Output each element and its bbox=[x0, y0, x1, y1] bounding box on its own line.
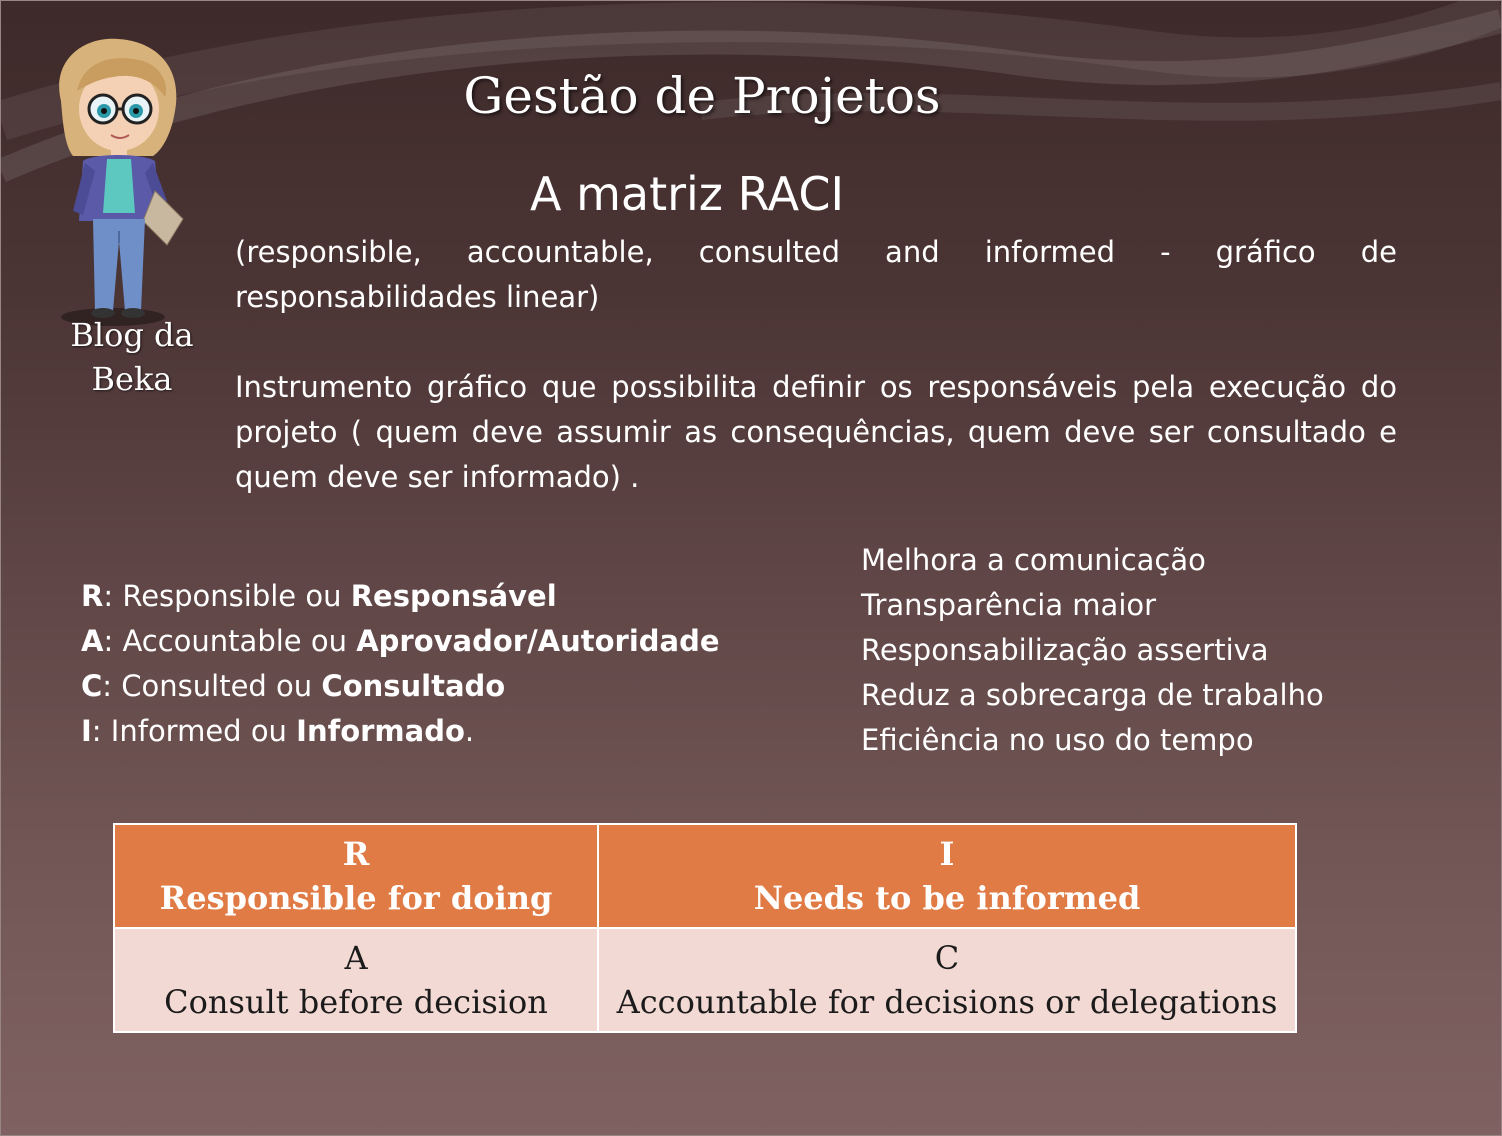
legend-separator: : bbox=[103, 624, 123, 658]
legend-letter: A bbox=[81, 624, 104, 658]
legend-english: Accountable ou bbox=[122, 624, 357, 658]
benefits-list bbox=[861, 538, 1481, 763]
legend-item bbox=[81, 619, 801, 664]
page-title: Gestão de Projetos bbox=[463, 67, 941, 125]
table-cell-a bbox=[114, 928, 598, 1032]
legend-portuguese: Consultado bbox=[321, 669, 506, 703]
table-cell-i bbox=[598, 824, 1296, 928]
table-row bbox=[114, 928, 1296, 1032]
benefit-item: Reduz a sobrecarga de trabalho bbox=[861, 678, 1324, 712]
legend-letter: I bbox=[81, 714, 92, 748]
legend-separator: : bbox=[102, 669, 122, 703]
raci-description: Instrumento gráfico que possibilita definir os responsáveis pela execução do projeto ( quem deve assumir as consequências, quem deve ser consultado e quem deve ser informado) . bbox=[235, 370, 1397, 494]
legend-separator: : bbox=[91, 714, 111, 748]
background-swoosh bbox=[1, 1, 1501, 261]
blog-label bbox=[57, 313, 207, 401]
benefit-item: Eficiência no uso do tempo bbox=[861, 723, 1254, 757]
legend-item bbox=[81, 709, 801, 754]
legend-portuguese: Informado bbox=[296, 714, 465, 748]
legend-english: Consulted ou bbox=[121, 669, 322, 703]
cell-text: Accountable for decisions or delegations bbox=[616, 983, 1278, 1021]
benefit-item: Melhora a comunicação bbox=[861, 543, 1206, 577]
cell-letter: C bbox=[934, 939, 960, 977]
legend-letter: C bbox=[81, 669, 103, 703]
raci-legend-list bbox=[81, 574, 801, 754]
table-cell-r bbox=[114, 824, 598, 928]
table-row bbox=[114, 824, 1296, 928]
cell-letter: I bbox=[939, 835, 955, 873]
benefit-item: Transparência maior bbox=[861, 588, 1157, 622]
legend-english: Informed ou bbox=[110, 714, 297, 748]
legend-english: Responsible ou bbox=[122, 579, 351, 613]
blog-label-line1: Blog da bbox=[70, 316, 194, 354]
cell-letter: A bbox=[344, 939, 368, 977]
legend-suffix: . bbox=[464, 714, 475, 748]
legend-separator: : bbox=[103, 579, 123, 613]
blog-label-line2: Beka bbox=[91, 360, 173, 398]
table-cell-c bbox=[598, 928, 1296, 1032]
cell-letter: R bbox=[342, 835, 370, 873]
legend-portuguese: Aprovador/Autoridade bbox=[356, 624, 720, 658]
legend-item bbox=[81, 574, 801, 619]
cell-text: Needs to be informed bbox=[753, 879, 1141, 917]
legend-letter: R bbox=[81, 579, 104, 613]
page-subtitle: A matriz RACI bbox=[529, 167, 845, 221]
cell-text: Consult before decision bbox=[164, 983, 548, 1021]
raci-table bbox=[113, 823, 1297, 1033]
legend-portuguese: Responsável bbox=[350, 579, 557, 613]
cell-text: Responsible for doing bbox=[159, 879, 553, 917]
benefit-item: Responsabilização assertiva bbox=[861, 633, 1269, 667]
raci-definition: (responsible, accountable, consulted and informed - gráfico de responsabilidades linear) bbox=[235, 235, 1397, 314]
legend-item bbox=[81, 664, 801, 709]
